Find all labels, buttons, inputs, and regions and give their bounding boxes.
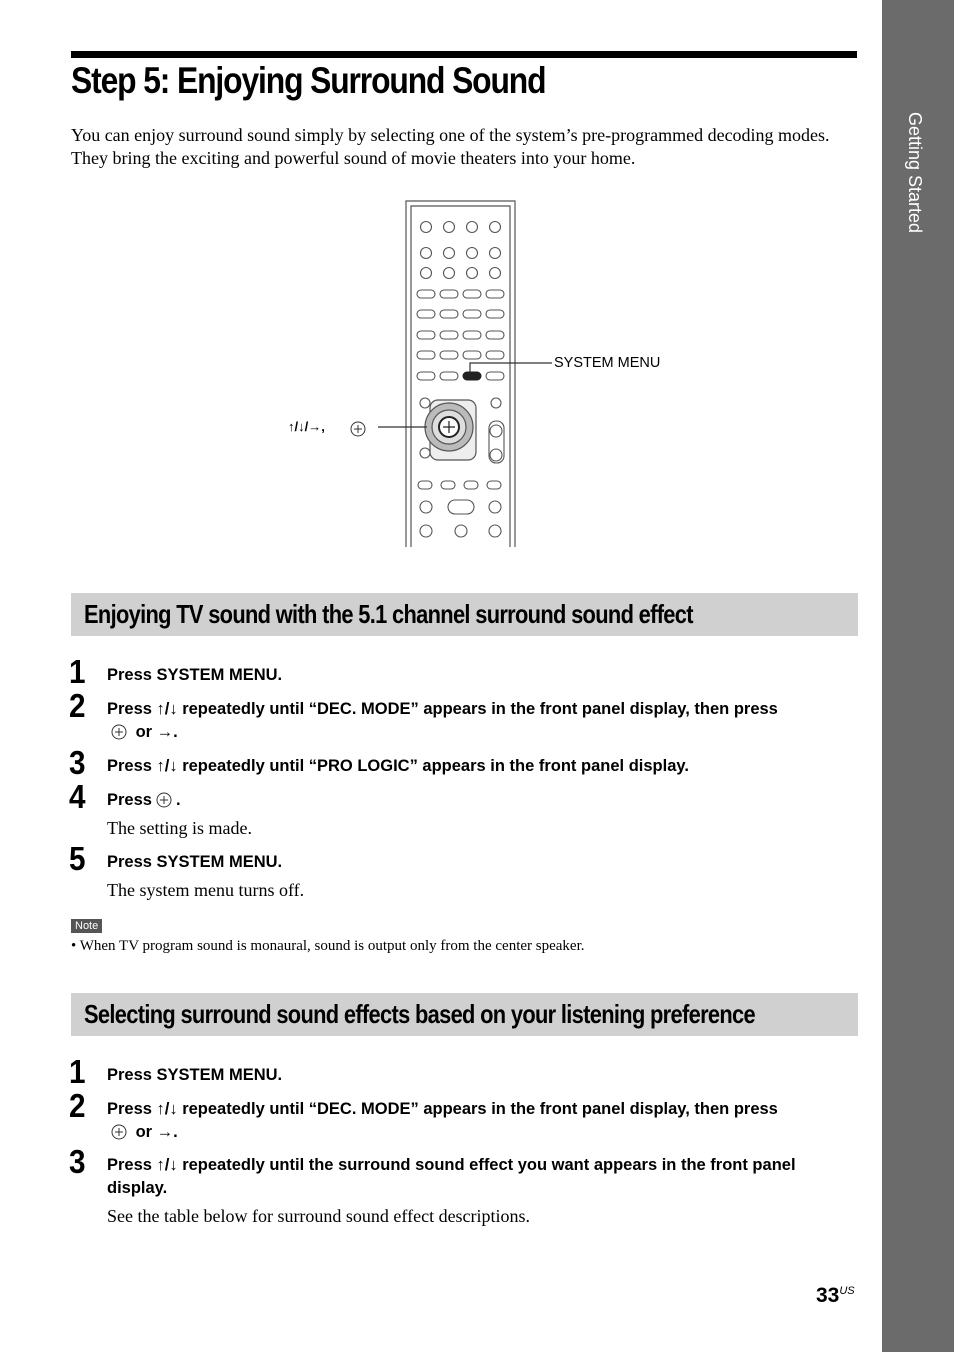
section-header-tv-sound	[71, 593, 858, 636]
enter-button-icon	[351, 422, 365, 436]
step-number: 3	[69, 744, 86, 781]
section-title: Enjoying TV sound with the 5.1 channel surround sound effect	[84, 599, 693, 629]
step-instruction: Press SYSTEM MENU.	[107, 666, 283, 684]
navigation-pad	[425, 400, 476, 460]
system-menu-label: SYSTEM MENU	[554, 355, 661, 371]
enter-button-icon	[111, 724, 127, 740]
note-text: • When TV program sound is monaural, sound is output only from the center speaker.	[71, 938, 585, 954]
step-result: See the table below for surround sound effect descriptions.	[107, 1206, 531, 1226]
step-instruction: Press .	[107, 791, 181, 809]
section-title: Selecting surround sound effects based on your listening preference	[84, 999, 755, 1029]
page-title: Step 5: Enjoying Surround Sound	[71, 60, 546, 101]
step-instruction: Press SYSTEM MENU.	[107, 1066, 283, 1084]
section-header-listening-preference	[71, 993, 858, 1036]
transport-buttons	[418, 481, 501, 537]
enter-button-icon	[111, 1124, 127, 1140]
system-menu-leader	[470, 363, 552, 372]
step-result: The setting is made.	[107, 818, 252, 838]
step-number: 1	[69, 1053, 86, 1090]
remote-control-illustration	[280, 195, 700, 555]
enter-button-icon	[156, 792, 172, 808]
step-instruction: Press ↑/↓ repeatedly until “PRO LOGIC” appears in the front panel display.	[107, 757, 689, 775]
step-result: The system menu turns off.	[107, 880, 305, 900]
arrow-keys-label: ↑/↓/→,	[288, 419, 325, 434]
step-number: 1	[69, 653, 86, 690]
system-menu-button	[463, 372, 481, 380]
side-tab-label: Getting Started	[905, 112, 925, 234]
page-number: $33^{US}$	[816, 1284, 855, 1307]
step-number: 3	[69, 1143, 86, 1180]
step-number: 4	[69, 778, 86, 815]
step-number: 2	[69, 687, 86, 724]
step-number: 2	[69, 1087, 86, 1124]
button-grid	[417, 222, 504, 381]
note-badge: Note	[71, 919, 102, 933]
step-instruction: Press SYSTEM MENU.	[107, 853, 283, 871]
step-instruction: Press ↑/↓ repeatedly until the surround sound effect you want appears in the front panel display.	[107, 1156, 796, 1197]
title-rule	[71, 51, 857, 58]
step-number: 5	[69, 840, 86, 877]
intro-paragraph: You can enjoy surround sound simply by selecting one of the system’s pre-programmed decoding modes. They bring the exciting and powerful sound of movie theaters into your home.	[71, 125, 830, 168]
step-instruction: Press ↑/↓ repeatedly until “DEC. MODE” appears in the front panel display, then press or →.	[107, 700, 778, 741]
step-instruction: Press ↑/↓ repeatedly until “DEC. MODE” appears in the front panel display, then press or →.	[107, 1100, 778, 1141]
